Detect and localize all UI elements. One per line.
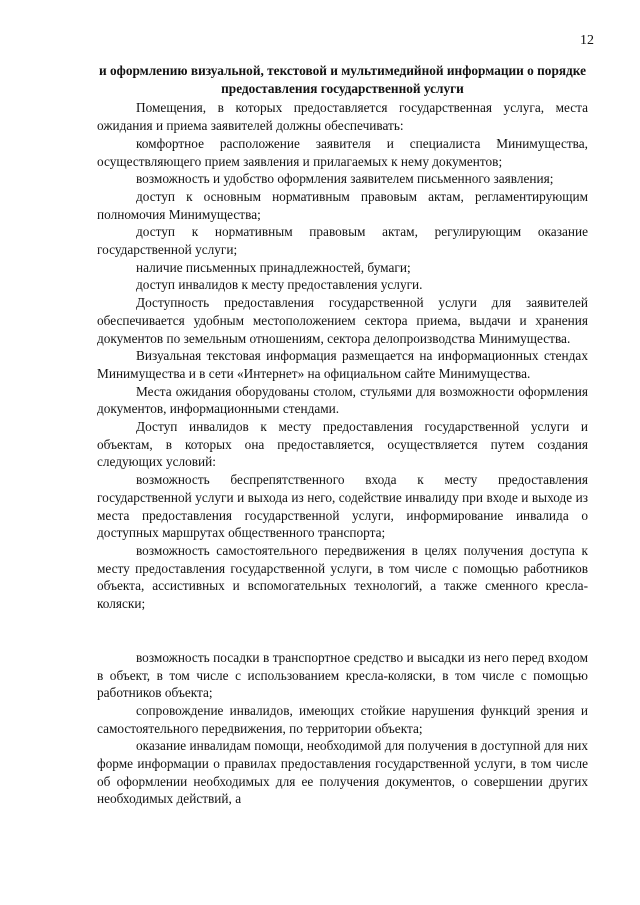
section-heading: и оформлению визуальной, текстовой и мультимедийной информации о порядке предоставления государственной услуги xyxy=(98,63,586,96)
paragraph: доступ к нормативным правовым актам, регулирующим оказание государственной услуги; xyxy=(97,224,588,258)
paragraph: Помещения, в которых предоставляется государственная услуга, места ожидания и приема заявителей должны обеспечивать: xyxy=(97,100,588,134)
paragraph: сопровождение инвалидов, имеющих стойкие нарушения функций зрения и самостоятельного передвижения, по территории объекта; xyxy=(97,702,588,736)
page-number: 12 xyxy=(580,33,594,48)
paragraph: возможность посадки в транспортное средство и высадки из него перед входом в объект, в том числе с использованием кресла-коляски, в том числе с помощью работников объекта; xyxy=(97,649,588,701)
paragraph: возможность и удобство оформления заявителем письменного заявления; xyxy=(136,171,554,187)
paragraph: наличие письменных принадлежностей, бумаги; xyxy=(136,259,411,275)
document-body xyxy=(97,62,588,808)
paragraph: Доступ инвалидов к месту предоставления государственной услуги и объектам, в которых она предоставляется, осуществляется путем создания следующих условий: xyxy=(97,419,588,470)
paragraph: возможность беспрепятственного входа к месту предоставления государственной услуги и выхода из него, содействие инвалиду при входе и выходе из места предоставления государственной услуги, информирование инвалида о доступных маршрутах общественного транспорта; xyxy=(97,472,588,541)
paragraph: комфортное расположение заявителя и специалиста Минимущества, осуществляющего прием заявления и прилагаемых к нему документов; xyxy=(97,135,588,169)
paragraph: возможность самостоятельного передвижения в целях получения доступа к месту предоставления государственной услуги, в том числе с помощью работников объекта, ассистивных и вспомогательных технологий, а также сменного кресла-коляски; xyxy=(97,542,588,612)
paragraph: Места ожидания оборудованы столом, стульями для возможности оформления документов, информационными стендами. xyxy=(97,383,588,417)
paragraph: доступ к основным нормативным правовым актам, регламентирующим полномочия Минимущества; xyxy=(97,188,588,222)
paragraph: доступ инвалидов к месту предоставления услуги. xyxy=(136,277,423,293)
paragraph: оказание инвалидам помощи, необходимой для получения в доступной для них форме информации о правилах предоставления государственной услуги, в том числе об оформлении необходимых для ее получения документов, о совершении других необходимых действий, а xyxy=(97,738,588,807)
paragraph: Доступность предоставления государственной услуги для заявителей обеспечивается удобным местоположением сектора приема, выдачи и хранения документов по земельным отношениям, сектора делопроизводства Минимущества. xyxy=(97,295,588,346)
blank-gap xyxy=(97,613,588,649)
paragraph: Визуальная текстовая информация размещается на информационных стендах Минимущества и в сети «Интернет» на официальном сайте Минимущества. xyxy=(97,348,588,381)
